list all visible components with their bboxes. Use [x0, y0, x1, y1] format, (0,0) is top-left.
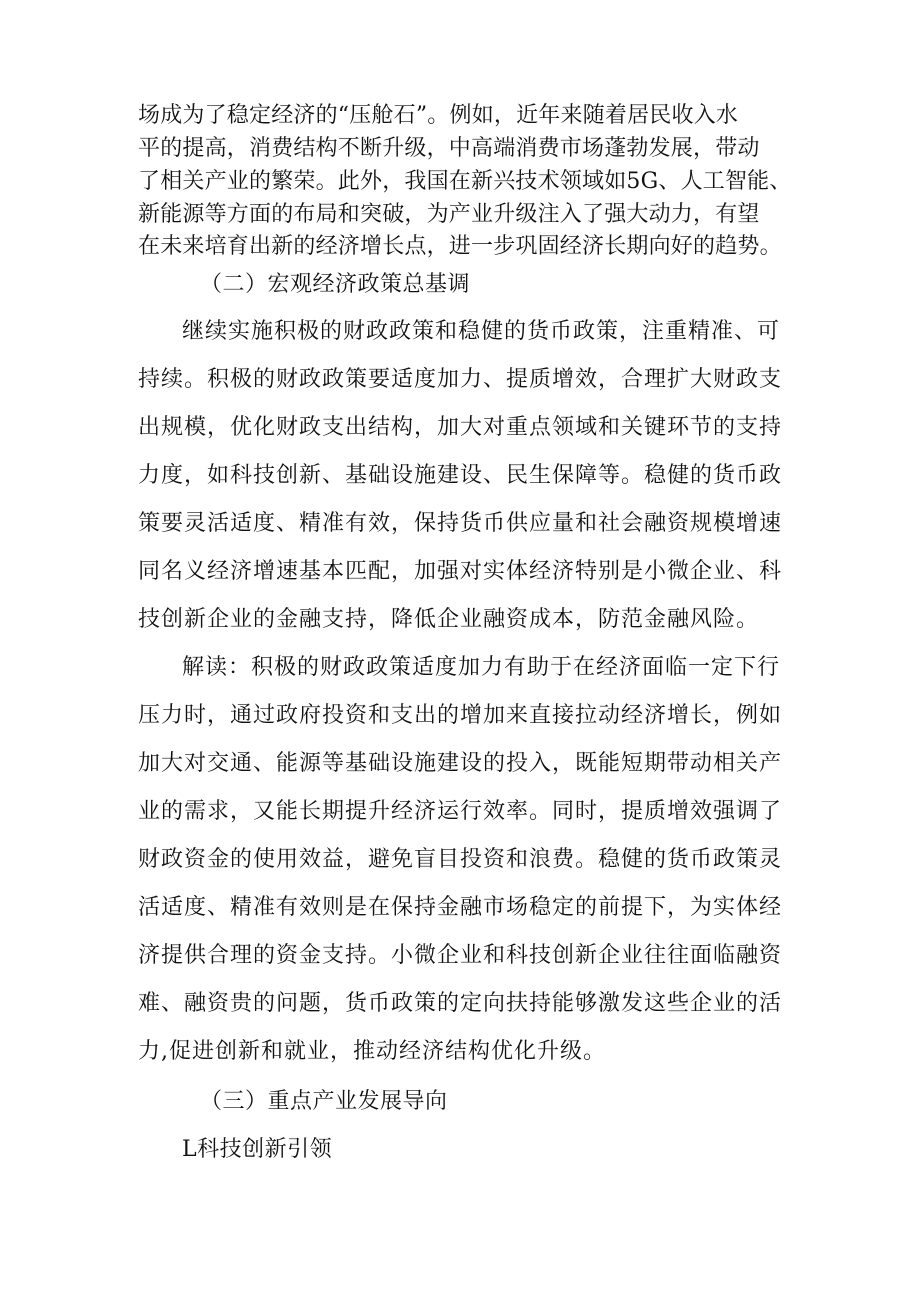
section-heading-2: （二）宏观经济政策总基调 — [200, 272, 471, 297]
paragraph-3-line-5: 财政资金的使用效益，避免盲目投资和浪费。稳健的货币政策灵 — [138, 847, 783, 872]
paragraph-3-line-9: 力,促进创新和就业，推动经济结构优化升级。 — [138, 1039, 606, 1064]
paragraph-3-line-1: 解读：积极的财政政策适度加力有助于在经济面临一定下行 — [182, 655, 781, 680]
paragraph-1-line-5: 在未来培育出新的经济增长点，进一步巩固经济长期向好的趋势。 — [138, 234, 782, 259]
paragraph-2-line-2: 持续。积极的财政政策要适度加力、提质增效，合理扩大财政支 — [138, 367, 783, 392]
paragraph-3-line-6: 活适度、精准有效则是在保持金融市场稳定的前提下，为实体经 — [138, 895, 783, 920]
paragraph-1-line-3: 了相关产业的繁荣。此外，我国在新兴技术领域如5G、人工智能、 — [138, 169, 792, 194]
paragraph-1-line-4: 新能源等方面的布局和突破，为产业升级注入了强大动力，有望 — [138, 202, 760, 227]
paragraph-1-line-2: 平的提高，消费结构不断升级，中高端消费市场蓬勃发展，带动 — [138, 136, 760, 161]
paragraph-3-line-7: 济提供合理的资金支持。小微企业和科技创新企业往往面临融资 — [138, 943, 783, 968]
paragraph-3-line-4: 业的需求，又能长期提升经济运行效率。同时，提质增效强调了 — [138, 799, 783, 824]
paragraph-1-line-1: 场成为了稳定经济的“压舱石”。例如，近年来随着居民收入水 — [138, 103, 739, 128]
paragraph-2-line-7: 技创新企业的金融支持，降低企业融资成本，防范金融风险。 — [138, 607, 760, 632]
paragraph-2-line-3: 出规模，优化财政支出结构，加大对重点领域和关键环节的支持 — [138, 415, 783, 440]
paragraph-3-line-8: 难、融资贵的问题，货币政策的定向扶持能够激发这些企业的活 — [138, 991, 783, 1016]
paragraph-2-line-6: 同名义经济增速基本匹配，加强对实体经济特别是小微企业、科 — [138, 559, 783, 584]
paragraph-2-line-4: 力度，如科技创新、基础设施建设、民生保障等。稳健的货币政 — [138, 463, 783, 488]
paragraph-2-line-5: 策要灵活适度、精准有效，保持货币供应量和社会融资规模增速 — [138, 511, 783, 536]
section-heading-3: （三）重点产业发展导向 — [200, 1089, 448, 1114]
paragraph-3-line-2: 压力时，通过政府投资和支出的增加来直接拉动经济增长，例如 — [138, 703, 783, 728]
paragraph-3-line-3: 加大对交通、能源等基础设施建设的投入，既能短期带动相关产 — [138, 751, 783, 776]
paragraph-2-line-1: 继续实施积极的财政政策和稳健的货币政策，注重精准、可 — [182, 319, 781, 344]
subsection-heading-1: L科技创新引领 — [182, 1137, 333, 1162]
